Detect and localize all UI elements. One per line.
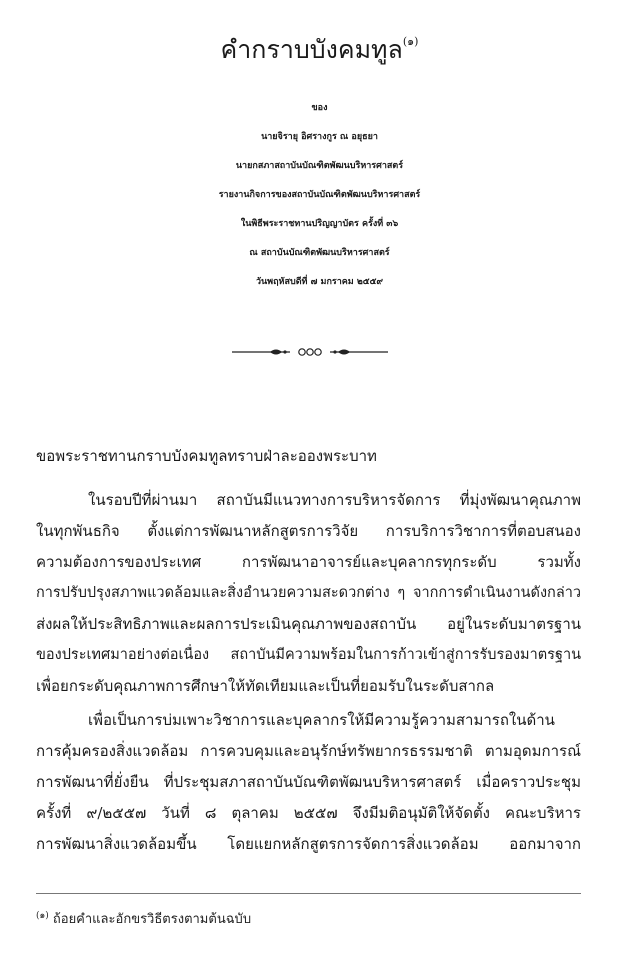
paragraph-line: การพัฒนาที่ยั่งยืน ที่ประชุมสภาสถาบันบัณฑิตพัฒนบริหารศาสตร์ เมื่อคราวประชุม [36, 773, 581, 791]
ornament-divider-icon [230, 343, 390, 361]
paragraph-line: ของประเทศมาอย่างต่อเนื่อง สถาบันมีความพร้อมในการก้าวเข้าสู่การรับรองมาตรฐาน [36, 647, 581, 663]
paragraph-line: เพื่อเป็นการบ่มเพาะวิชาการและบุคลากรให้มีความรู้ความสามารถในด้าน [88, 711, 555, 729]
paragraph-line: การคุ้มครองสิ่งแวดล้อม การควบคุมและอนุรักษ์ทรัพยากรธรรมชาติ ตามอุดมการณ์ [36, 742, 581, 760]
footnote-divider [36, 893, 581, 894]
paragraph-2 [36, 705, 581, 860]
header-line: นายจิรายุ อิศรางกูร ณ อยุธยา [261, 132, 378, 142]
footnote-mark: (๑) [36, 911, 49, 921]
title-text: คำกราบบังคมทูล [220, 35, 403, 64]
paragraph-line: ครั้งที่ ๙/๒๕๕๗ วันที่ ๘ ตุลาคม ๒๕๕๗ จึงมีมติอนุมัติให้จัดตั้ง คณะบริหาร [36, 804, 581, 822]
paragraph-line: การพัฒนาสิ่งแวดล้อมขึ้น โดยแยกหลักสูตรการจัดการสิ่งแวดล้อม ออกมาจาก [36, 835, 581, 853]
paragraph-line: การปรับปรุงสภาพแวดล้อมและสิ่งอำนวยความสะดวกต่าง ๆ จากการดำเนินงานดังกล่าว [36, 585, 581, 601]
page-title [0, 30, 639, 70]
paragraph-line: ในรอบปีที่ผ่านมา สถาบันมีแนวทางการบริหารจัดการ ที่มุ่งพัฒนาคุณภาพ [88, 491, 581, 509]
paragraph-line: ในทุกพันธกิจ ตั้งแต่การพัฒนาหลักสูตรการวิจัย การบริการวิชาการที่ตอบสนอง [36, 522, 581, 540]
header-line: ของ [311, 103, 328, 113]
header-line: ในพิธีพระราชทานปริญญาบัตร ครั้งที่ ๓๖ [240, 219, 399, 229]
salutation: ขอพระราชทานกราบบังคมทูลทราบฝ่าละอองพระบาท [36, 447, 377, 465]
header-line: วันพฤหัสบดีที่ ๗ มกราคม ๒๕๕๙ [255, 277, 384, 287]
header-line: ณ สถาบันบัณฑิตพัฒนบริหารศาสตร์ [249, 248, 390, 258]
paragraph-line: ส่งผลให้ประสิทธิภาพและผลการประเมินคุณภาพของสถาบัน อยู่ในระดับมาตรฐาน [36, 615, 581, 633]
paragraph-line: ความต้องการของประเทศ การพัฒนาอาจารย์และบุคลากรทุกระดับ รวมทั้ง [36, 553, 581, 571]
paragraph-1 [36, 485, 581, 702]
footnote-text: ถ้อยคำและอักขรวิธีตรงตามต้นฉบับ [52, 912, 252, 927]
speaker-header [0, 94, 639, 297]
title-footnote-mark: (๑) [402, 35, 419, 48]
paragraph-line: เพื่อยกระดับคุณภาพการศึกษาให้ทัดเทียมและเป็นที่ยอมรับในระดับสากล [36, 677, 495, 695]
header-line: รายงานกิจการของสถาบันบัณฑิตพัฒนบริหารศาสตร์ [218, 190, 421, 200]
header-line: นายกสภาสถาบันบัณฑิตพัฒนบริหารศาสตร์ [235, 161, 404, 171]
footnote [36, 908, 251, 929]
